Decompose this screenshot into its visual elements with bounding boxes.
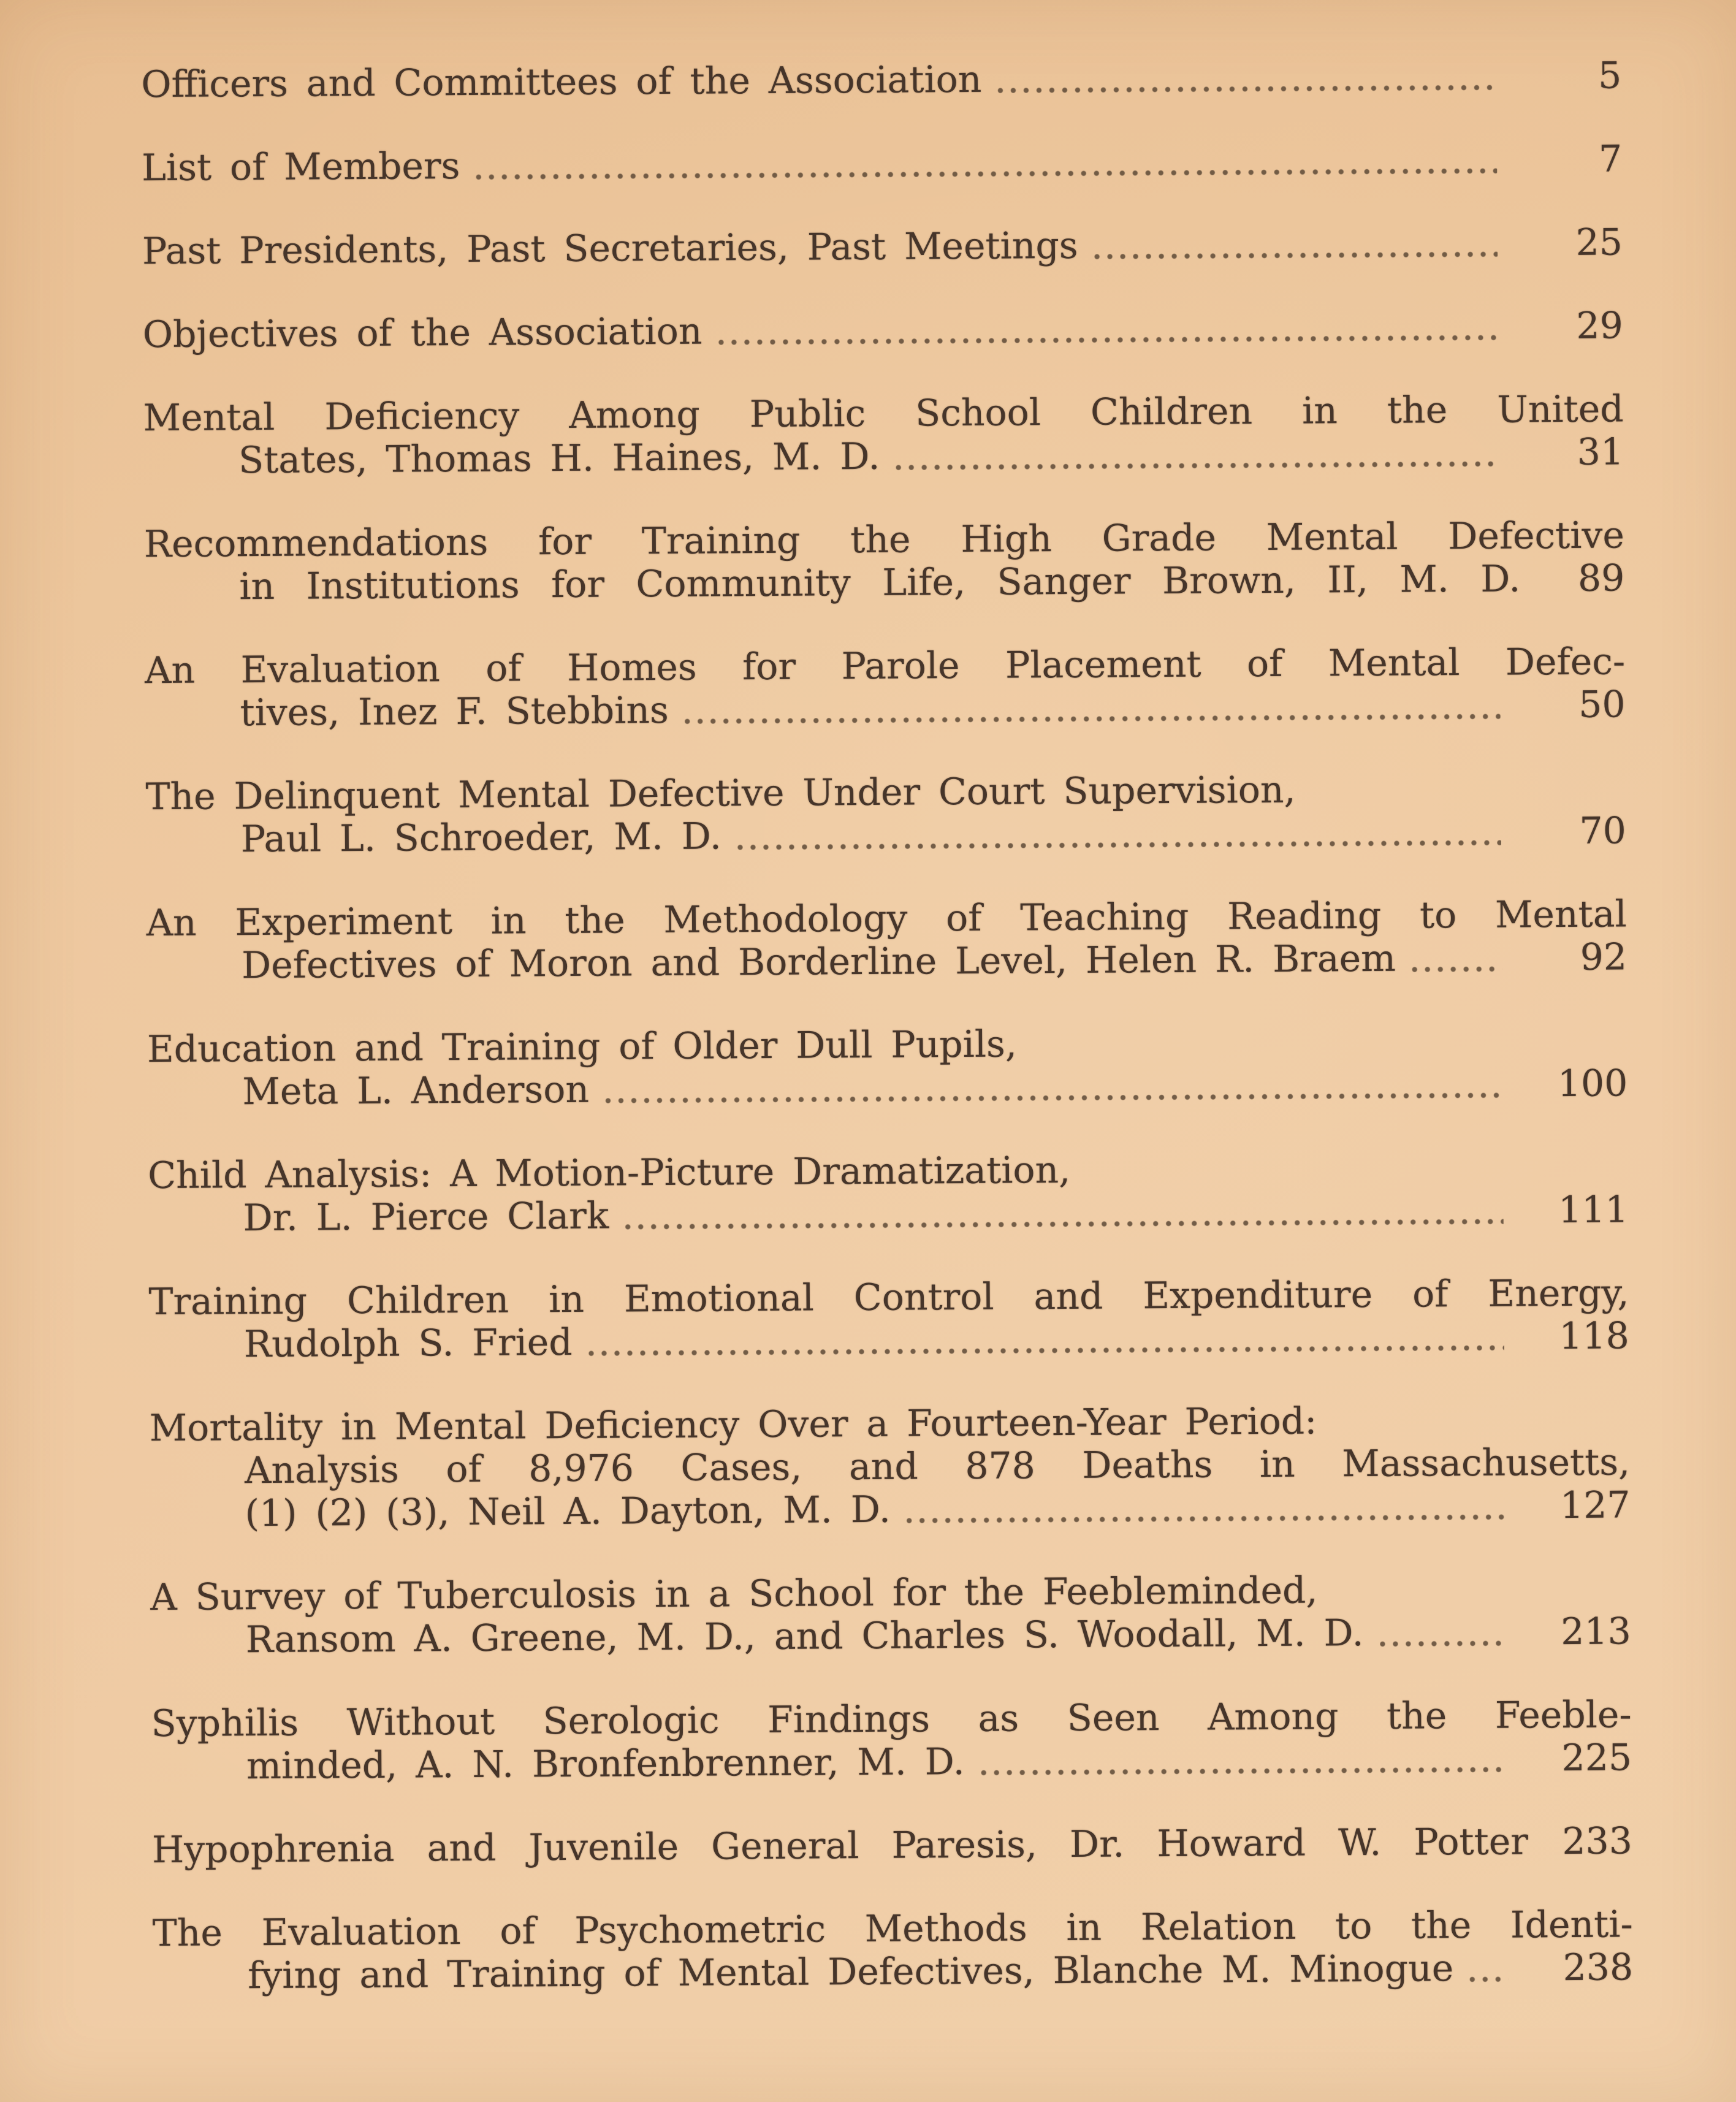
toc-entry-lastline: [146, 809, 1626, 861]
toc-entry: [142, 221, 1623, 273]
toc-entry-lastline: [143, 430, 1624, 482]
page-number: 31: [1577, 430, 1624, 474]
leader-dots: [907, 1512, 1506, 1526]
toc-entry-line: Objectives of the Association: [142, 310, 702, 357]
page-number: 92: [1580, 935, 1628, 979]
toc-entry: [145, 766, 1626, 861]
toc-entry: [150, 1398, 1631, 1536]
leader-dots: [1380, 1639, 1506, 1649]
toc-entry-line: Past Presidents, Past Secretaries, Past Meetings: [142, 224, 1078, 273]
toc-entry: [144, 514, 1625, 609]
toc-entry-line: Hypophrenia and Juvenile General Paresis, Dr. Howard W. Potter: [151, 1820, 1529, 1872]
toc-entry-lastline: [151, 1610, 1631, 1662]
toc-entry: [148, 1271, 1629, 1366]
toc-entry-lastline: [149, 1314, 1629, 1366]
toc-entry: [147, 1019, 1628, 1114]
toc-entry: [145, 640, 1626, 735]
toc-entry-line: (1) (2) (3), Neil A. Dayton, M. D.: [245, 1488, 891, 1536]
toc-entry-line: An Evaluation of Homes for Parole Placement of Mental Defec-: [144, 640, 1626, 693]
leader-dots: [896, 459, 1499, 473]
toc-entry: [152, 1819, 1632, 1872]
toc-entry-line: The Evaluation of Psychometric Methods in Relation to the Identi-: [152, 1903, 1633, 1955]
toc-entry-lastline: [141, 54, 1621, 106]
leader-dots: [997, 83, 1496, 96]
toc-entry-line: List of Members: [141, 145, 460, 190]
page-number: 5: [1597, 54, 1622, 97]
toc-entry-lastline: [143, 304, 1623, 356]
toc-entry: [143, 387, 1624, 482]
toc-entry-line: Training Children in Emotional Control and Expenditure of Energy,: [148, 1271, 1629, 1324]
page-number: 100: [1557, 1062, 1628, 1106]
leader-dots: [737, 838, 1501, 853]
toc-entry-lastline: [147, 1062, 1628, 1114]
page-number: 25: [1575, 221, 1623, 264]
leader-dots: [588, 1343, 1504, 1358]
toc-entry-line: The Delinquent Mental Defective Under Court Supervision,: [145, 768, 1296, 819]
toc-entry-line: Recommendations for Training the High Grade Mental Defective: [143, 514, 1625, 566]
leader-dots: [685, 712, 1501, 726]
leader-dots: [1094, 249, 1498, 262]
toc-entry-line: Paul L. Schroeder, M. D.: [240, 815, 722, 861]
toc-entry-lastline: [142, 137, 1622, 189]
toc-entry-line: Rudolph S. Fried: [243, 1320, 573, 1366]
toc-entry-line: Officers and Committees of the Association: [141, 58, 982, 107]
toc-entry-line: Defectives of Moron and Borderline Level, Helen R. Braem: [241, 937, 1396, 988]
leader-dots: [605, 1091, 1502, 1106]
leader-dots: [476, 166, 1497, 182]
toc-entry-line: Mental Deficiency Among Public School Children in the United: [143, 387, 1624, 440]
leader-dots: [718, 333, 1498, 348]
toc-entry-line: Child Analysis: A Motion-Picture Dramatization,: [148, 1148, 1071, 1198]
toc-entry-line: Dr. L. Pierce Clark: [243, 1194, 609, 1240]
page-number: 50: [1578, 683, 1626, 726]
toc-entry-line: tives, Inez F. Stebbins: [240, 688, 669, 735]
toc-entry-line: An Experiment in the Methodology of Teaching Reading to Mental: [146, 893, 1627, 945]
toc-entry-line: Education and Training of Older Dull Pupils,: [147, 1022, 1018, 1072]
toc-entry-line: minded, A. N. Bronfenbrenner, M. D.: [246, 1740, 965, 1788]
page-number: 89: [1577, 557, 1625, 600]
leader-dots: [1412, 964, 1502, 975]
toc-entry-lastline: [142, 221, 1623, 273]
toc-entry: [148, 1145, 1629, 1240]
page-number: 29: [1576, 304, 1624, 348]
leader-dots: [625, 1217, 1503, 1232]
page-number: 225: [1561, 1736, 1632, 1780]
toc-entry: [146, 893, 1627, 988]
toc-entry: [153, 1903, 1634, 1998]
toc-entry-line: Mortality in Mental Deficiency Over a Fourteen-Year Period:: [149, 1399, 1317, 1450]
toc-entry: [142, 137, 1622, 189]
toc-entry-line: A Survey of Tuberculosis in a School for the Feebleminded,: [150, 1569, 1318, 1620]
toc-entry: [141, 54, 1621, 106]
page-number: 118: [1559, 1314, 1630, 1358]
toc-entry-line: in Institutions for Community Life, Sanger Brown, II, M. D.: [239, 557, 1521, 609]
page-number: 127: [1559, 1483, 1631, 1528]
toc-entry-lastline: [148, 1188, 1628, 1240]
toc-entry-line: Syphilis Without Serologic Findings as Seen Among the Feeble-: [151, 1693, 1632, 1746]
leader-dots: [981, 1765, 1507, 1778]
toc-entry-line: States, Thomas H. Haines, M. D.: [238, 435, 880, 482]
toc-entry-lastline: [147, 935, 1627, 988]
page-number: 7: [1598, 137, 1623, 181]
toc-entry-line: fying and Training of Mental Defectives, Blanche M. Minogue: [247, 1947, 1454, 1998]
toc-entry-lastline: [151, 1736, 1632, 1788]
toc-entry: [151, 1693, 1632, 1788]
page-number: 238: [1563, 1946, 1634, 1990]
toc-entry-line: Analysis of 8,976 Cases, and 878 Deaths in Massachusetts,: [244, 1441, 1631, 1493]
leader-dots: [1469, 1974, 1508, 1984]
toc-entry-line: Meta L. Anderson: [242, 1068, 590, 1114]
toc-entry: [150, 1567, 1631, 1662]
toc-entry-lastline: [153, 1946, 1633, 1998]
toc-entry-line: Ransom A. Greene, M. D., and Charles S. Woodall, M. D.: [245, 1612, 1364, 1662]
page-number: 111: [1558, 1188, 1629, 1232]
page-number: 70: [1579, 809, 1627, 853]
page-number: 213: [1561, 1610, 1632, 1654]
toc-entry-lastline: [145, 683, 1625, 735]
toc-entry-lastline: [150, 1483, 1630, 1536]
toc-entry-lastline: [144, 557, 1624, 609]
toc-entry-lastline: [152, 1819, 1632, 1872]
toc-entry: [143, 304, 1623, 356]
page-number: 233: [1562, 1819, 1633, 1864]
